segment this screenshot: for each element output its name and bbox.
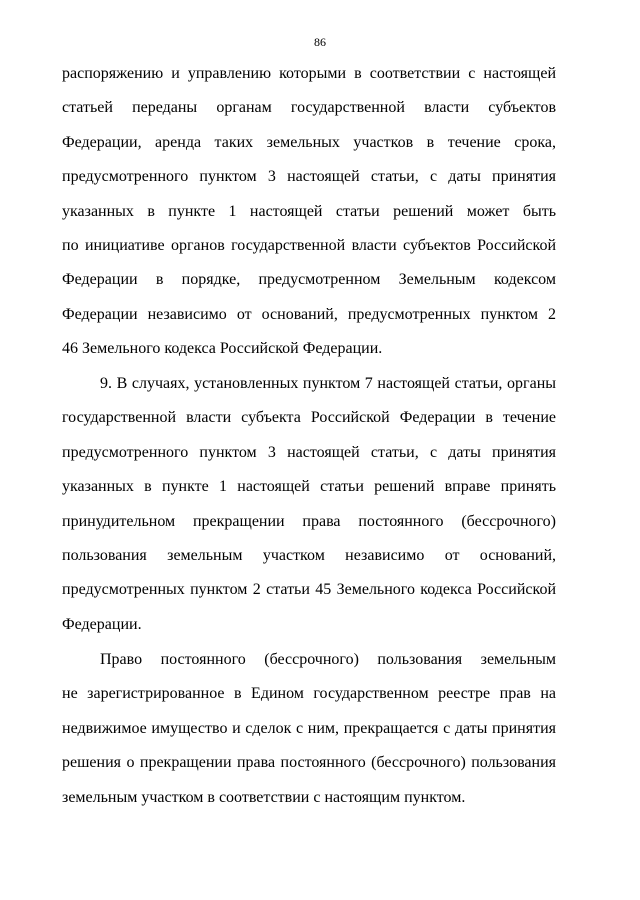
- text-line: недвижимое имущество и сделок с ним, прекращается с даты принятия: [62, 719, 556, 737]
- text-line: не зарегистрированное в Едином государственном реестре прав на: [62, 685, 556, 703]
- text-line: государственной власти субъекта Российской Федерации в течение: [62, 409, 556, 427]
- text-line: Федерации независимо от оснований, предусмотренных пунктом 2: [62, 305, 556, 323]
- text-line: Право постоянного (бессрочного) пользования земельным: [100, 651, 556, 668]
- text-line: статьей переданы органам государственной власти субъектов: [62, 99, 556, 117]
- text-line: распоряжению и управлению которыми в соответствии с настоящей: [62, 65, 556, 82]
- paragraph-item-9: [62, 367, 556, 642]
- text-line: земельным участком в соответствии с настоящим пунктом.: [62, 788, 466, 806]
- text-line: 9. В случаях, установленных пунктом 7 настоящей статьи, органы: [100, 375, 556, 392]
- text-line: предусмотренных пунктом 2 статьи 45 Земельного кодекса Российской: [62, 581, 556, 599]
- text-line: 46 Земельного кодекса Российской Федерации.: [62, 340, 383, 358]
- text-line: предусмотренного пунктом 3 настоящей статьи, с даты принятия: [62, 443, 556, 461]
- text-line: указанных в пункте 1 настоящей статьи решений вправе принять: [62, 478, 556, 496]
- text-line: пользования земельным участком независимо от оснований,: [62, 546, 556, 564]
- page-number: 86: [314, 35, 326, 49]
- text-line: по инициативе органов государственной власти субъектов Российской: [62, 236, 556, 254]
- text-line: предусмотренного пунктом 3 настоящей статьи, с даты принятия: [62, 168, 556, 186]
- text-line: указанных в пункте 1 настоящей статьи решений может быть: [62, 202, 556, 220]
- text-line: Федерации.: [62, 615, 142, 633]
- paragraph-continuation: [62, 57, 556, 367]
- text-line: решения о прекращении права постоянного (бессрочного) пользования: [62, 754, 556, 772]
- text-line: Федерации, аренда таких земельных участков в течение срока,: [62, 133, 556, 151]
- text-line: принудительном прекращении права постоянного (бессрочного): [62, 512, 556, 530]
- paragraph-right-termination: [62, 643, 556, 815]
- text-line: Федерации в порядке, предусмотренном Земельным кодексом: [62, 271, 556, 289]
